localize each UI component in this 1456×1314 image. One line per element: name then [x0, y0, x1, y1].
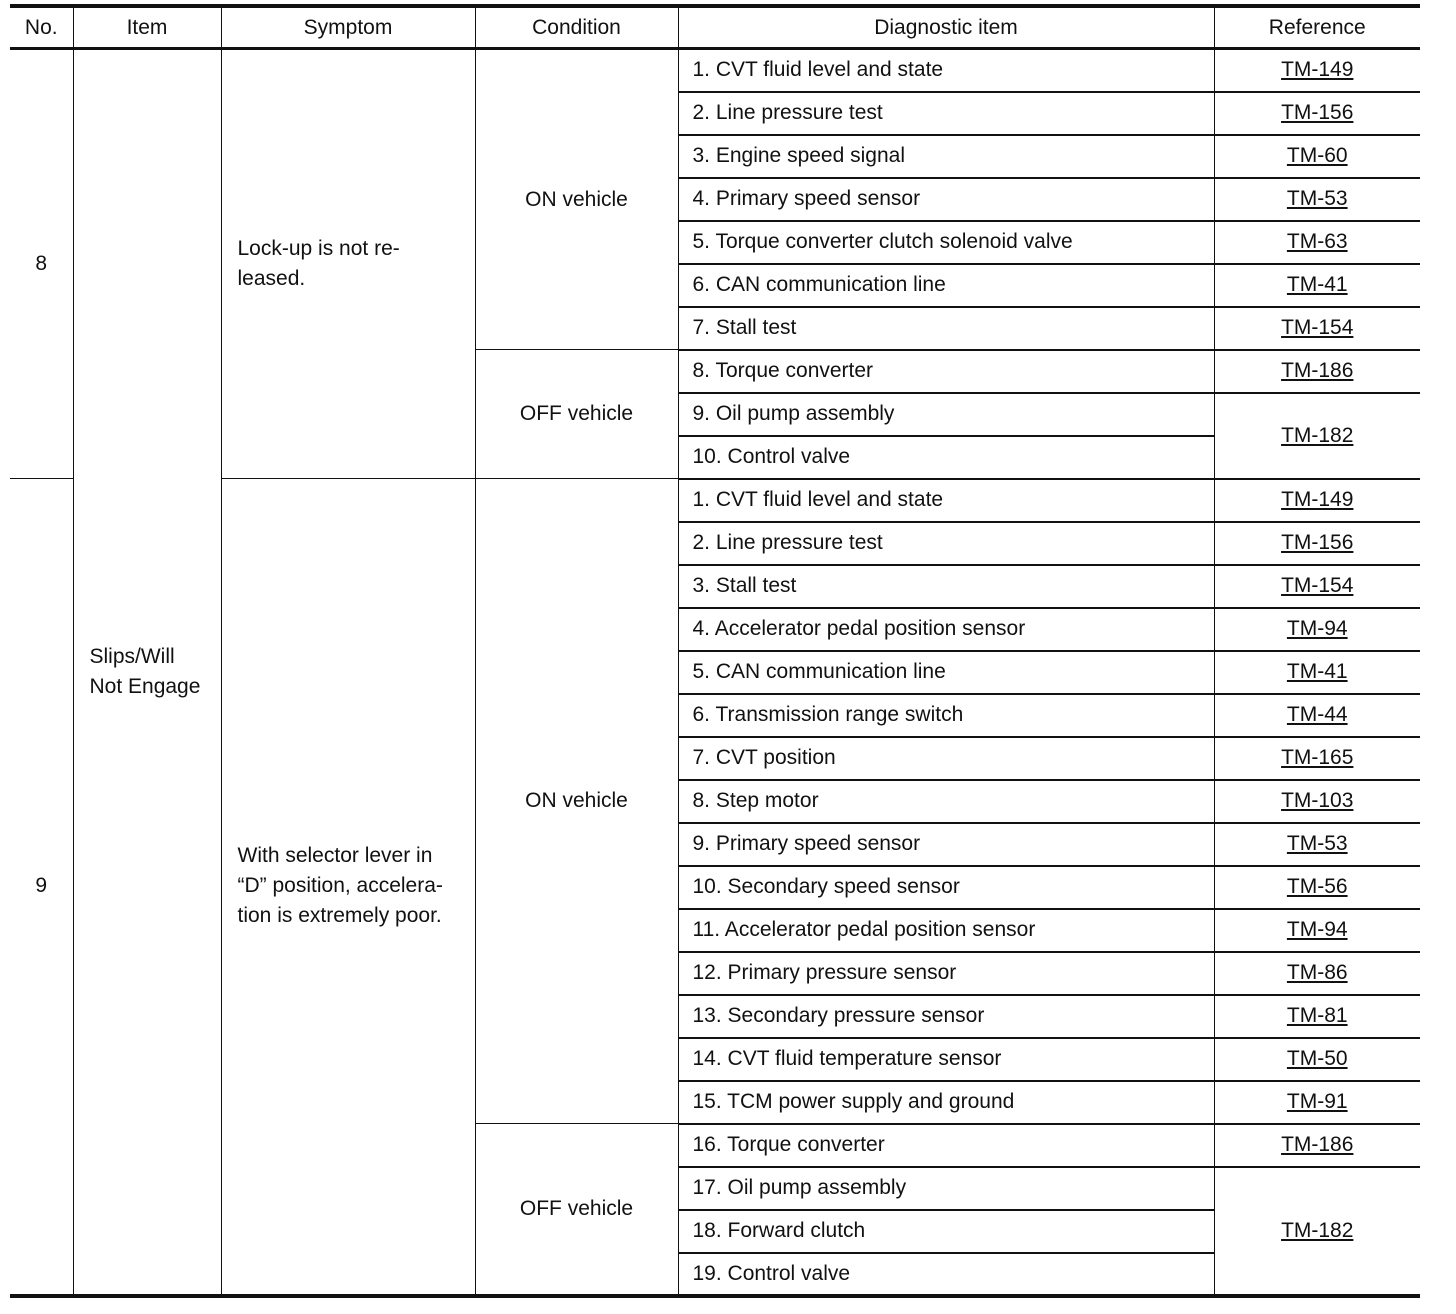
symptom: Lock-up is not re-leased. [221, 49, 475, 479]
reference-link[interactable]: TM-94 [1286, 617, 1348, 640]
diagnostic-item: 12. Primary pressure sensor [678, 952, 1214, 995]
reference-link[interactable]: TM-154 [1281, 574, 1354, 597]
reference-cell [1214, 780, 1420, 823]
reference-cell [1214, 737, 1420, 780]
condition: OFF vehicle [475, 1124, 678, 1296]
reference-link[interactable]: TM-165 [1281, 746, 1354, 769]
diagnostic-item: 3. Engine speed signal [678, 135, 1214, 178]
reference-link[interactable]: TM-60 [1286, 144, 1348, 167]
diagnostic-item: 10. Secondary speed sensor [678, 866, 1214, 909]
table-body [10, 49, 1420, 1296]
diagnostic-item: 1. CVT fluid level and state [678, 479, 1214, 522]
diagnostic-item: 9. Oil pump assembly [678, 393, 1214, 436]
table-row [10, 479, 1420, 522]
diagnostic-item: 5. CAN communication line [678, 651, 1214, 694]
reference-link[interactable]: TM-94 [1286, 918, 1348, 941]
reference-link[interactable]: TM-41 [1286, 660, 1348, 683]
row-no: 8 [10, 49, 73, 479]
diagnostic-item: 6. CAN communication line [678, 264, 1214, 307]
reference-link[interactable]: TM-86 [1286, 961, 1348, 984]
reference-cell [1214, 866, 1420, 909]
reference-cell [1214, 350, 1420, 393]
diagnostic-item: 4. Primary speed sensor [678, 178, 1214, 221]
diagnostic-item: 17. Oil pump assembly [678, 1167, 1214, 1210]
diagnostic-item: 13. Secondary pressure sensor [678, 995, 1214, 1038]
reference-cell [1214, 49, 1420, 92]
diagnostic-item: 7. Stall test [678, 307, 1214, 350]
symptom: With selector lever in “D” position, accelera-tion is extremely poor. [221, 479, 475, 1296]
diagnostic-item: 15. TCM power supply and ground [678, 1081, 1214, 1124]
header-symptom: Symptom [221, 6, 475, 49]
item-label: Slips/Will Not Engage [73, 49, 221, 1296]
reference-cell [1214, 651, 1420, 694]
reference-link[interactable]: TM-149 [1281, 488, 1354, 511]
reference-cell [1214, 909, 1420, 952]
reference-cell [1214, 608, 1420, 651]
reference-link[interactable]: TM-186 [1281, 1133, 1354, 1156]
reference-link[interactable]: TM-154 [1281, 316, 1354, 339]
reference-cell [1214, 221, 1420, 264]
diagnostic-item: 1. CVT fluid level and state [678, 49, 1214, 92]
condition: OFF vehicle [475, 350, 678, 479]
reference-link[interactable]: TM-103 [1281, 789, 1354, 812]
diagnostic-item: 18. Forward clutch [678, 1210, 1214, 1253]
reference-cell [1214, 1081, 1420, 1124]
diagnostic-item: 2. Line pressure test [678, 522, 1214, 565]
reference-cell [1214, 479, 1420, 522]
reference-link[interactable]: TM-91 [1286, 1090, 1348, 1113]
reference-link[interactable]: TM-156 [1281, 531, 1354, 554]
diagnostic-item: 19. Control valve [678, 1253, 1214, 1296]
reference-cell [1214, 522, 1420, 565]
reference-link[interactable]: TM-81 [1286, 1004, 1348, 1027]
header-item: Item [73, 6, 221, 49]
diagnostic-item: 14. CVT fluid temperature sensor [678, 1038, 1214, 1081]
reference-link[interactable]: TM-182 [1281, 423, 1354, 447]
diagnostic-item: 16. Torque converter [678, 1124, 1214, 1167]
header-row [10, 6, 1420, 49]
diagnostic-item: 11. Accelerator pedal position sensor [678, 909, 1214, 952]
diagnostic-item: 8. Step motor [678, 780, 1214, 823]
row-no: 9 [10, 479, 73, 1296]
reference-cell [1214, 135, 1420, 178]
reference-cell [1214, 694, 1420, 737]
reference-cell [1214, 823, 1420, 866]
header-reference: Reference [1214, 6, 1420, 49]
reference-link[interactable]: TM-149 [1281, 58, 1354, 82]
reference-link[interactable]: TM-50 [1286, 1047, 1348, 1070]
diagnostic-item: 3. Stall test [678, 565, 1214, 608]
reference-link[interactable]: TM-41 [1286, 273, 1348, 296]
reference-link[interactable]: TM-156 [1281, 101, 1354, 124]
reference-cell [1214, 1167, 1420, 1296]
reference-link[interactable]: TM-53 [1286, 187, 1348, 210]
condition: ON vehicle [475, 49, 678, 350]
table-row [10, 49, 1420, 92]
reference-cell [1214, 178, 1420, 221]
header-diagnostic-item: Diagnostic item [678, 6, 1214, 49]
reference-link[interactable]: TM-63 [1286, 230, 1348, 253]
reference-link[interactable]: TM-56 [1286, 875, 1348, 898]
diagnostic-item: 6. Transmission range switch [678, 694, 1214, 737]
diagnostic-item: 8. Torque converter [678, 350, 1214, 393]
diagnostic-item: 10. Control valve [678, 436, 1214, 479]
diagnostic-item: 5. Torque converter clutch solenoid valve [678, 221, 1214, 264]
header-condition: Condition [475, 6, 678, 49]
reference-cell [1214, 995, 1420, 1038]
reference-cell [1214, 565, 1420, 608]
condition: ON vehicle [475, 479, 678, 1124]
reference-link[interactable]: TM-182 [1281, 1218, 1354, 1242]
reference-cell [1214, 1124, 1420, 1167]
diagnostic-item: 9. Primary speed sensor [678, 823, 1214, 866]
reference-cell [1214, 393, 1420, 479]
diagnostic-table [10, 4, 1420, 1298]
header-no: No. [10, 6, 73, 49]
reference-cell [1214, 952, 1420, 995]
reference-link[interactable]: TM-44 [1286, 703, 1348, 726]
reference-cell [1214, 307, 1420, 350]
reference-cell [1214, 92, 1420, 135]
reference-link[interactable]: TM-53 [1286, 832, 1348, 855]
reference-cell [1214, 1038, 1420, 1081]
diagnostic-item: 4. Accelerator pedal position sensor [678, 608, 1214, 651]
reference-cell [1214, 264, 1420, 307]
diagnostic-item: 2. Line pressure test [678, 92, 1214, 135]
reference-link[interactable]: TM-186 [1281, 359, 1354, 382]
diagnostic-item: 7. CVT position [678, 737, 1214, 780]
